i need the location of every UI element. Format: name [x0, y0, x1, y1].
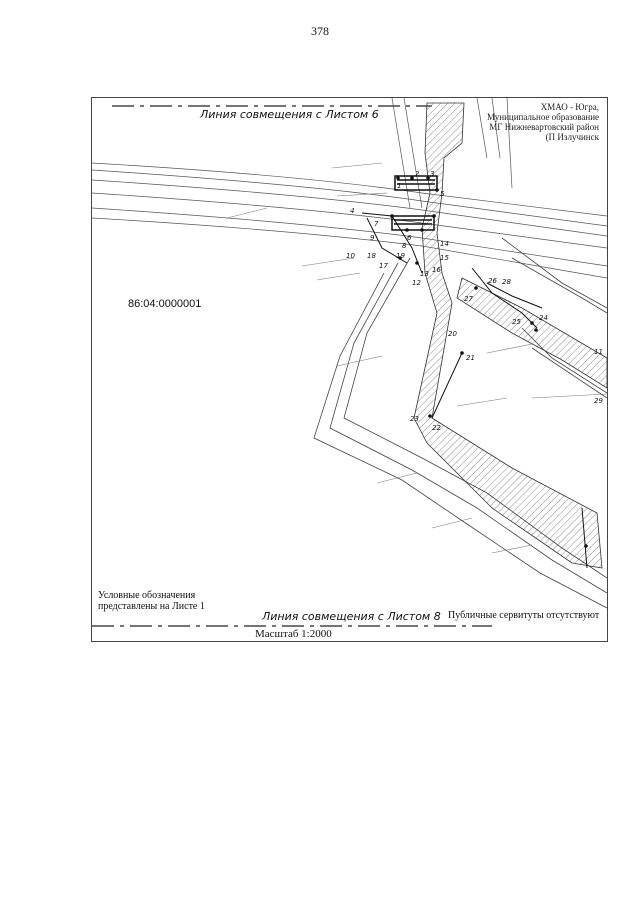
hatched-corridor: [414, 103, 602, 568]
hatched-branch: [457, 278, 607, 388]
legend-note: [98, 590, 205, 612]
vertex-label: 28: [502, 278, 511, 286]
vertex-label: 14: [440, 240, 449, 248]
bottom-match-line-label: Линия совмещения с Листом 8: [262, 610, 441, 623]
page-number: 378: [311, 24, 329, 38]
vertex-label: 9: [370, 234, 375, 242]
region-line: Муниципальное образование: [486, 112, 599, 122]
legend-line: Условные обозначения: [98, 590, 196, 601]
vertex-label: 2: [415, 170, 420, 178]
vertex-label: 16: [432, 266, 441, 274]
vertex-label: 4: [350, 207, 355, 215]
vertex-label: 27: [464, 295, 473, 303]
cadastral-quarter-number: 86:04:0000001: [128, 298, 202, 310]
map-scale: Масштаб 1:2000: [255, 628, 332, 640]
vertex-label: 24: [539, 314, 548, 322]
vertex-label: 22: [432, 424, 441, 432]
vertex-label: 6: [407, 234, 412, 242]
vertex-label: 26: [488, 277, 497, 285]
vertex-label: 23: [410, 415, 419, 423]
vertex-label: 13: [420, 270, 429, 278]
map-sheet: [91, 97, 608, 642]
vertex-label: 1: [397, 182, 402, 190]
vertex-label: 7: [374, 220, 379, 228]
region-line: ХМАО - Югра,: [540, 102, 599, 112]
vertex-label: 10: [346, 252, 355, 260]
vertex-label: 3: [430, 170, 435, 178]
vertex-label: 12: [412, 279, 421, 287]
vertex-label: 18: [367, 252, 376, 260]
vertex-label: 25: [512, 318, 521, 326]
vertex-label: 17: [379, 262, 388, 270]
legend-line: представлены на Листе 1: [98, 601, 205, 612]
vertex-label: 11: [594, 348, 603, 356]
region-caption: [449, 102, 599, 142]
vertex-label: 5: [440, 190, 445, 198]
road-band: [92, 163, 607, 278]
vertex-label: 20: [448, 330, 457, 338]
vertex-label: 19: [396, 252, 405, 260]
vertex-label: 15: [440, 254, 449, 262]
cadastral-plan-drawing: [92, 98, 607, 641]
region-line: МГ Нижневартовский район: [489, 122, 599, 132]
region-line: (П Излучинск: [545, 132, 599, 142]
vertex-label: 29: [594, 397, 603, 405]
top-match-line-label: Линия совмещения с Листом 6: [200, 108, 379, 121]
servitude-note: Публичные сервитуты отсутствуют: [448, 610, 600, 621]
vertex-label: 21: [466, 354, 475, 362]
vertex-label: 8: [402, 242, 407, 250]
